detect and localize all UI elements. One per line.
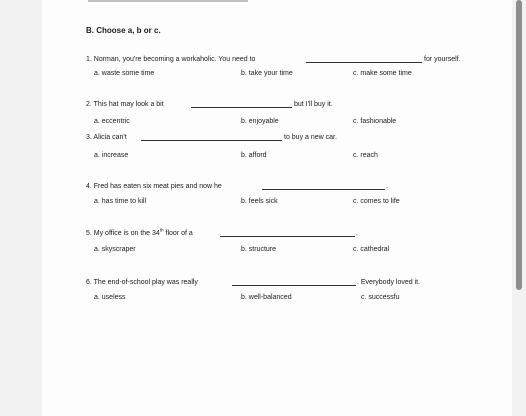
question-5-blank — [220, 236, 355, 237]
question-4-blank — [262, 189, 385, 190]
question-4-stem: 4. Fred has eaten six meat pies and now he — [86, 183, 222, 190]
question-3-option-b[interactable]: b. afford — [241, 152, 267, 159]
question-4-stem-end: . — [386, 183, 388, 190]
question-5-stem-end: . — [356, 230, 358, 237]
question-3-option-a[interactable]: a. increase — [94, 152, 129, 159]
question-6-stem: 6. The end-of-school play was really — [86, 279, 198, 286]
question-4-option-b[interactable]: b. feels sick — [241, 198, 278, 205]
question-2-option-b[interactable]: b. enjoyable — [241, 118, 279, 125]
question-2-stem: 2. This hat may look a bit — [86, 101, 164, 108]
question-3-stem: 3. Alicia can't — [86, 134, 127, 141]
question-1-option-b[interactable]: b. take your time — [241, 70, 293, 77]
question-5-option-a[interactable]: a. skyscraper — [94, 246, 136, 253]
question-4-option-a[interactable]: a. has time to kill — [94, 198, 147, 205]
question-1-option-c[interactable]: c. make some time — [353, 70, 412, 77]
question-2-option-c[interactable]: c. fashionable — [353, 118, 397, 125]
question-6-blank — [232, 285, 356, 286]
question-3-blank — [141, 140, 282, 141]
question-5-stem-text-2: floor of a — [163, 230, 193, 237]
question-1-blank — [306, 62, 422, 63]
cropped-top-text — [88, 0, 248, 2]
question-6-option-a[interactable]: a. useless — [94, 294, 126, 301]
question-3-option-c[interactable]: c. reach — [353, 152, 378, 159]
question-1-stem-end: for yourself. — [424, 56, 461, 63]
question-2-option-a[interactable]: a. eccentric — [94, 118, 130, 125]
question-2-stem-end: but I'll buy it. — [294, 101, 333, 108]
question-4-option-c[interactable]: c. comes to life — [353, 198, 400, 205]
question-5-stem — [86, 229, 193, 238]
section-heading: B. Choose a, b or c. — [86, 26, 161, 35]
question-2-blank — [191, 107, 292, 108]
question-6-stem-end: . Everybody loved it. — [357, 279, 421, 286]
question-1-stem: 1. Norman, you're becoming a workaholic. You need to — [86, 56, 256, 63]
question-6-option-c[interactable]: c. successfu — [361, 294, 400, 301]
question-6-option-b[interactable]: b. well-balanced — [241, 294, 292, 301]
question-5-option-c[interactable]: c. cathedral — [353, 246, 390, 253]
question-5-ordinal-suffix: th — [159, 227, 164, 233]
question-3-stem-end: to buy a new car. — [284, 134, 337, 141]
question-1-option-a[interactable]: a. waste some time — [94, 70, 155, 77]
question-5-stem-text: 5. My office is on the 34 — [86, 230, 160, 237]
question-5-option-b[interactable]: b. structure — [241, 246, 277, 253]
scrollbar[interactable] — [516, 0, 522, 290]
